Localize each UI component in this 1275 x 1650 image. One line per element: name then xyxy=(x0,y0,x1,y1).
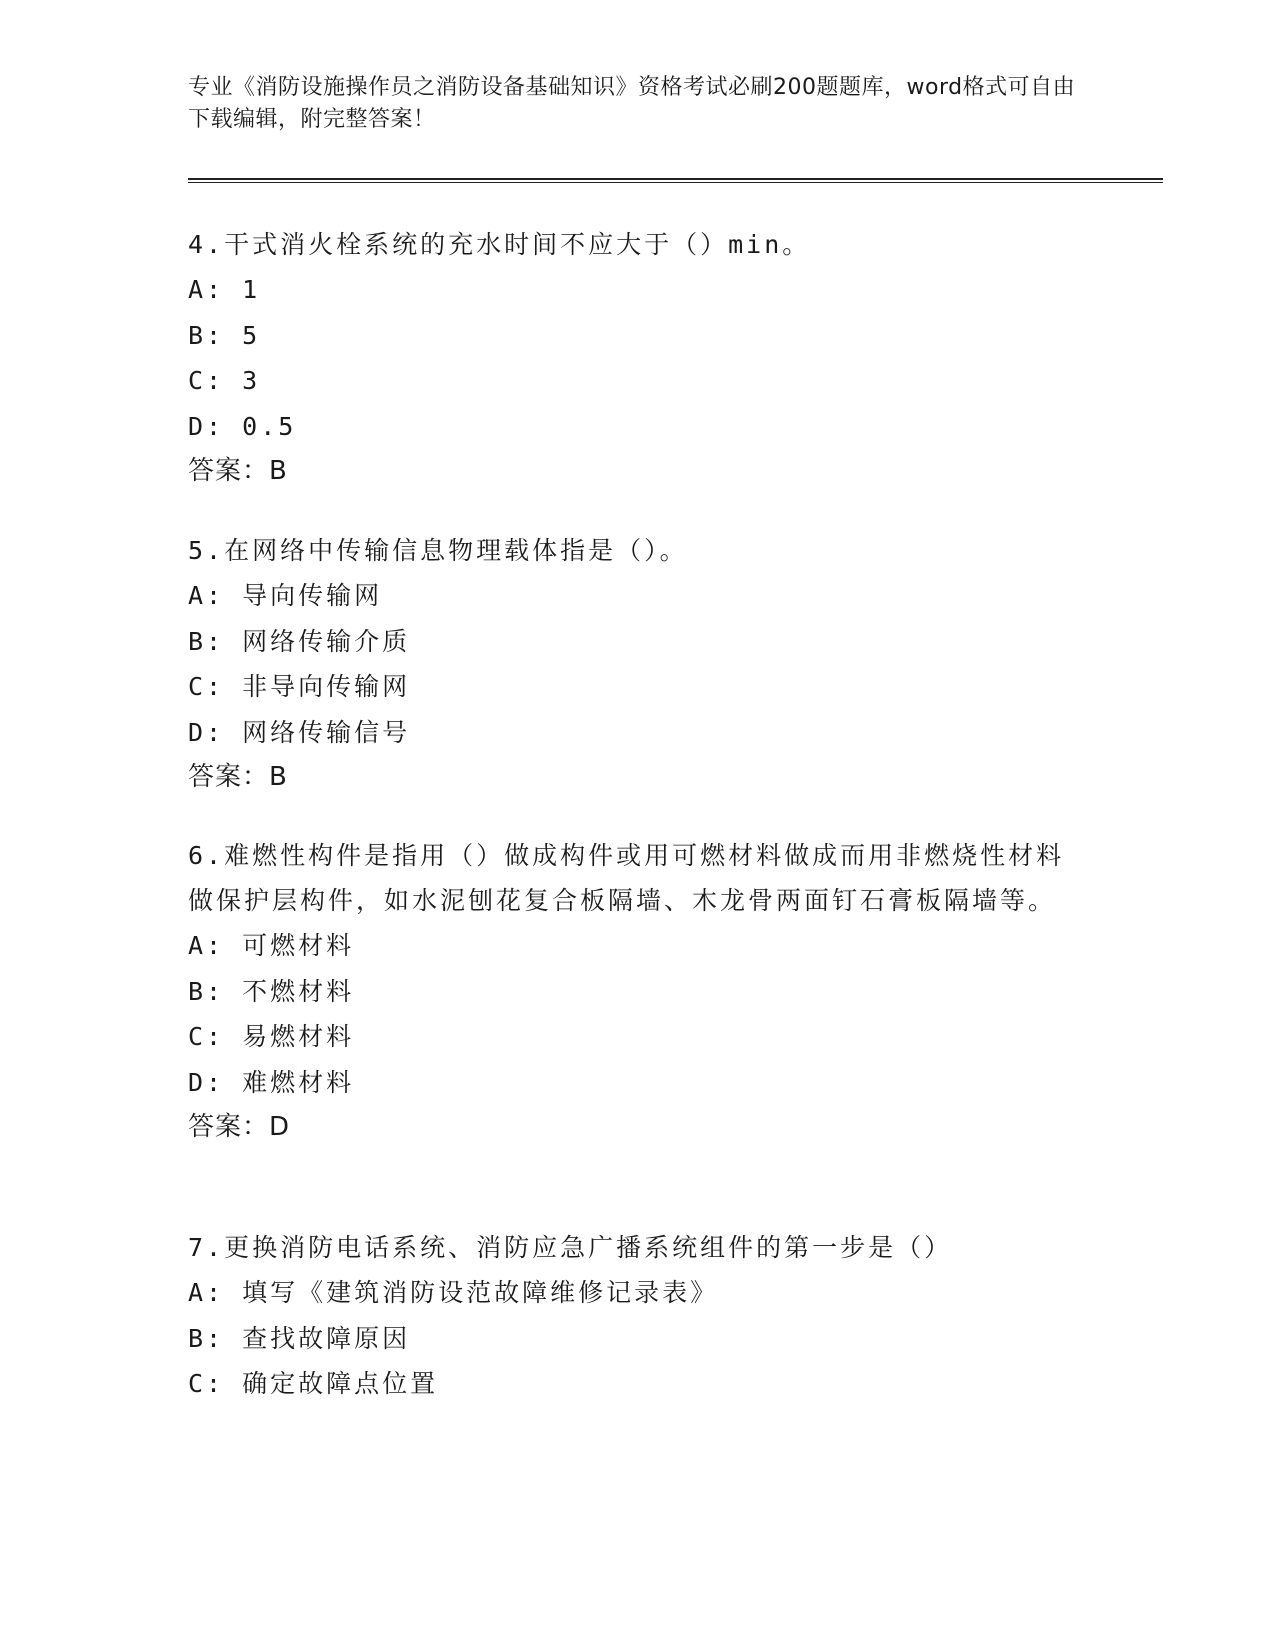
answer-text: 答案：B xyxy=(188,456,288,486)
page-header-text: 专业《消防设施操作员之消防设备基础知识》资格考试必刷200题题库，word格式可自由下载编辑，附完整答案！ xyxy=(188,75,1076,132)
header-divider xyxy=(188,178,1163,183)
question-4 xyxy=(188,222,1088,494)
option-a: A: 可燃材料 xyxy=(188,931,355,960)
option-b: B: 网络传输介质 xyxy=(188,626,411,656)
question-6 xyxy=(188,833,1088,1150)
question-7 xyxy=(188,1225,1088,1407)
option-c: C: 3 xyxy=(188,366,261,395)
question-stem: 5.在网络中传输信息物理载体指是（）。 xyxy=(188,536,688,565)
option-a: A: 填写《建筑消防设范故障维修记录表》 xyxy=(188,1278,719,1307)
option-c: C: 易燃材料 xyxy=(188,1022,355,1051)
option-a: A: 导向传输网 xyxy=(188,581,383,610)
question-stem: 6.难燃性构件是指用（）做成构件或用可燃材料做成而用非燃烧性材料做保护层构件，如水泥刨花复合板隔墙、木龙骨两面钉石膏板隔墙等。 xyxy=(188,841,1065,915)
option-a: A: 1 xyxy=(188,275,261,304)
option-d: D: 0.5 xyxy=(188,411,297,441)
option-d: D: 难燃材料 xyxy=(188,1067,355,1097)
question-5 xyxy=(188,528,1088,800)
option-b: B: 不燃材料 xyxy=(188,976,355,1006)
option-d: D: 网络传输信号 xyxy=(188,717,411,747)
question-stem: 7.更换消防电话系统、消防应急广播系统组件的第一步是（） xyxy=(188,1233,953,1262)
option-c: C: 非导向传输网 xyxy=(188,672,411,701)
option-b: B: 5 xyxy=(188,320,261,350)
answer-text: 答案：B xyxy=(188,762,288,792)
option-c: C: 确定故障点位置 xyxy=(188,1369,439,1398)
answer-text: 答案：D xyxy=(188,1112,291,1142)
option-b: B: 查找故障原因 xyxy=(188,1323,411,1353)
question-stem: 4.干式消火栓系统的充水时间不应大于（）min。 xyxy=(188,230,811,259)
